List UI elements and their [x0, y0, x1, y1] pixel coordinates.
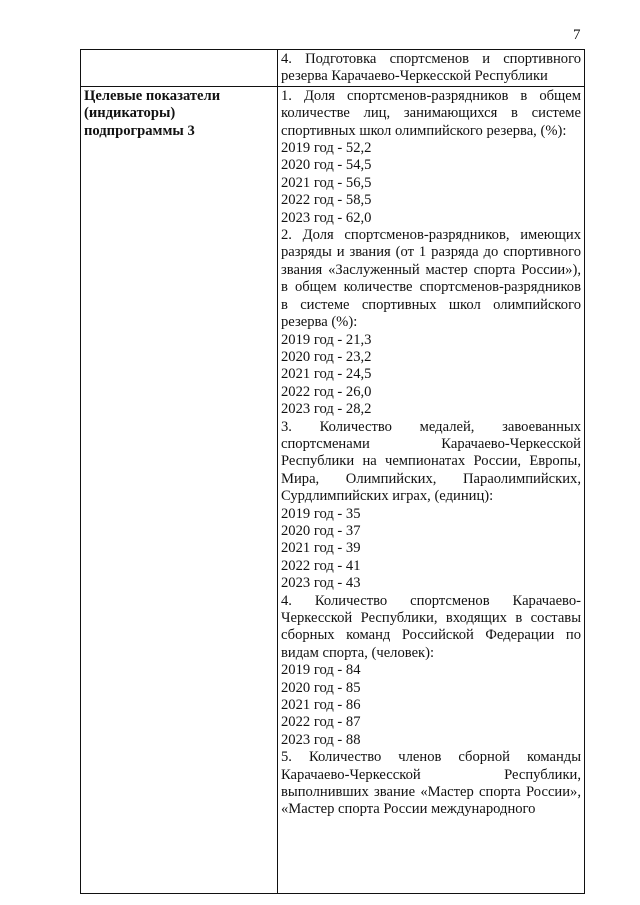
indicator-block	[281, 749, 581, 819]
indicator-block	[281, 593, 581, 750]
indicator-value: 2022 год - 87	[281, 714, 361, 731]
row-label-cell	[81, 50, 278, 87]
indicator-text: 4. Количество спортсменов Карачаево-Черкесской Республики, входящих в составы сборных команд Российской Федерации по видам спорта, (человек):	[281, 592, 581, 661]
indicator-text: 1. Доля спортсменов-разрядников в общем количестве лиц, занимающихся в системе спортивных школ олимпийского резерва, (%):	[281, 87, 581, 139]
indicator-text: 5. Количество членов сборной команды Карачаево-Черкесской Республики, выполнивших звание «Мастер спорта России», «Мастер спорта России международного	[281, 749, 581, 818]
indicator-value: 2021 год - 56,5	[281, 174, 372, 191]
indicator-value: 2020 год - 54,5	[281, 157, 372, 174]
indicator-value: 2021 год - 39	[281, 540, 361, 557]
subprogram-passport-table	[80, 49, 585, 894]
indicator-value: 2023 год - 28,2	[281, 401, 372, 418]
indicator-value: 2022 год - 26,0	[281, 383, 372, 400]
indicator-text: 3. Количество медалей, завоеванных спортсменами Карачаево-Черкесской Республики на чемпионатах России, Европы, Мира, Олимпийских, Параолимпийских, Сурдлимпийских играх, (единиц):	[281, 418, 581, 505]
indicator-value: 2020 год - 23,2	[281, 348, 372, 365]
indicator-value: 2021 год - 86	[281, 697, 361, 714]
indicator-value: 2019 год - 21,3	[281, 331, 372, 348]
table-row	[81, 86, 585, 893]
indicator-value: 2019 год - 84	[281, 662, 361, 679]
indicator-value: 2023 год - 62,0	[281, 209, 372, 226]
indicator-value: 2021 год - 24,5	[281, 366, 372, 383]
table-row	[81, 50, 585, 87]
indicator-value: 2022 год - 41	[281, 557, 361, 574]
indicator-block	[281, 227, 581, 418]
indicator-value: 2020 год - 37	[281, 522, 361, 539]
indicator-value: 2023 год - 88	[281, 731, 361, 748]
row-value-cell	[278, 50, 585, 87]
indicator-block	[281, 88, 581, 227]
indicator-text: 2. Доля спортсменов-разрядников, имеющих разряды и звания (от 1 разряда до спортивного звания «Заслуженный мастер спорта России»), в общем количестве спортсменов-разрядников в системе спортивных школ олимпийского резерва (%):	[281, 227, 581, 331]
task-text: 4. Подготовка спортсменов и спортивного резерва Карачаево-Черкесской Республики	[281, 51, 581, 85]
page-number: 7	[573, 27, 581, 43]
indicator-value: 2022 год - 58,5	[281, 192, 372, 209]
indicator-value: 2023 год - 43	[281, 575, 361, 592]
indicator-value: 2020 год - 85	[281, 679, 361, 696]
indicators-cell	[278, 86, 585, 893]
indicator-block	[281, 419, 581, 593]
indicator-value: 2019 год - 52,2	[281, 140, 372, 157]
indicators-label: Целевые показатели (индикаторы) подпрограммы 3	[84, 87, 221, 139]
row-label-cell	[81, 86, 278, 893]
indicator-value: 2019 год - 35	[281, 505, 361, 522]
